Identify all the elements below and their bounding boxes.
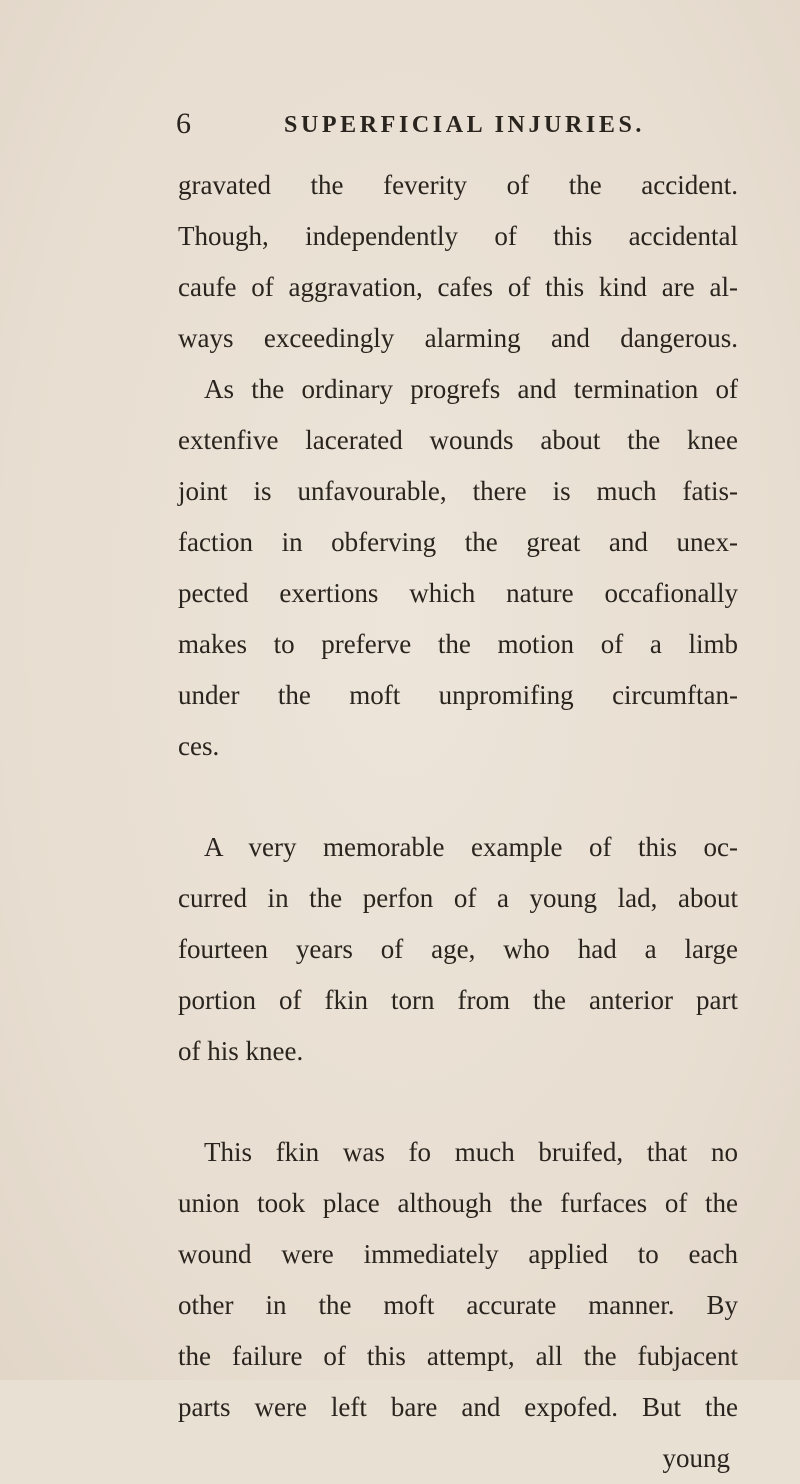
text-line: Though, independently of this accidental	[178, 221, 738, 251]
text-line: joint is unfavourable, there is much fatis-	[178, 476, 738, 506]
paragraph-gap	[178, 1077, 738, 1127]
text-line: of his knee.	[178, 1036, 304, 1066]
running-head	[0, 104, 800, 144]
catchword: young	[662, 1443, 730, 1473]
text-line: under the moft unpromifing circumftan-	[178, 680, 738, 710]
text-line: makes to preferve the motion of a limb	[178, 629, 738, 659]
text-line: the failure of this attempt, all the fubjacent	[178, 1341, 738, 1371]
text-line: faction in obferving the great and unex-	[178, 527, 738, 557]
paragraph-gap	[178, 772, 738, 822]
paragraph-2	[178, 822, 738, 1077]
text-line: fourteen years of age, who had a large	[178, 934, 738, 964]
text-line: caufe of aggravation, cafes of this kind are al-	[178, 272, 738, 302]
text-line: extenfive lacerated wounds about the knee	[178, 425, 738, 455]
text-line: curred in the perfon of a young lad, about	[178, 883, 738, 913]
text-line: portion of fkin torn from the anterior part	[178, 985, 738, 1015]
text-line: gravated the feverity of the accident.	[178, 170, 738, 200]
text-line: ces.	[178, 731, 220, 761]
catchword-row	[178, 1433, 738, 1484]
page-number: 6	[176, 107, 191, 140]
running-title: SUPERFICIAL INJURIES.	[284, 112, 645, 138]
text-line: As the ordinary progrefs and termination of	[204, 374, 738, 404]
paragraph-3	[178, 1127, 738, 1433]
text-line: pected exertions which nature occafionally	[178, 578, 738, 608]
body-text	[178, 160, 738, 1484]
text-line: union took place although the furfaces of the	[178, 1188, 738, 1218]
text-line: other in the moft accurate manner. By	[178, 1290, 738, 1320]
text-line: parts were left bare and expofed. But the	[178, 1392, 738, 1422]
text-line: wound were immediately applied to each	[178, 1239, 738, 1269]
text-line: This fkin was fo much bruifed, that no	[204, 1137, 738, 1167]
paragraph-1	[178, 160, 738, 772]
text-line: ways exceedingly alarming and dangerous.	[178, 323, 738, 353]
text-line: A very memorable example of this oc-	[204, 832, 738, 862]
